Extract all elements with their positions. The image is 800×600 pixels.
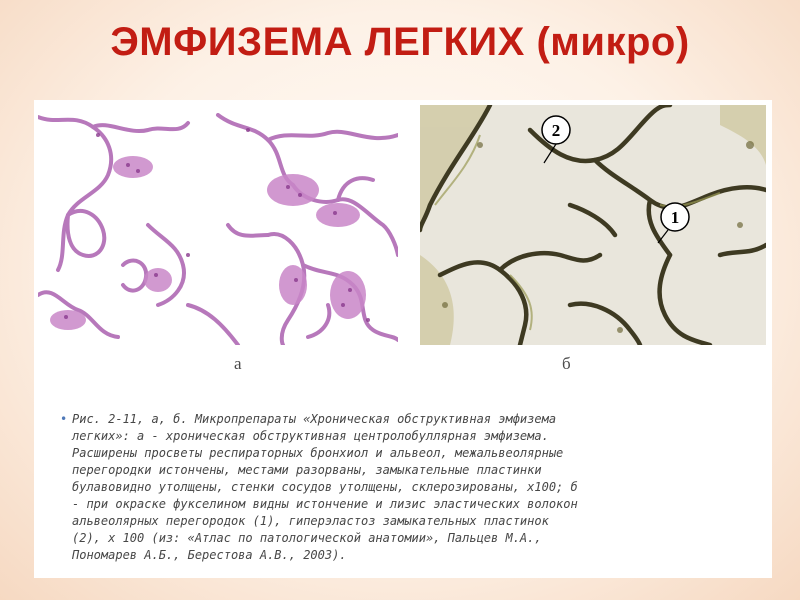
slide-title: ЭМФИЗЕМА ЛЕГКИХ (микро) <box>110 20 690 64</box>
caption-line: перегородки истончены, местами разорваны, замыкательные пластинки <box>72 463 542 477</box>
caption-line: легких»: а - хроническая обструктивная центролобуллярная эмфизема. <box>72 429 549 443</box>
caption-line: Пономарев А.Б., Берестова А.В., 2003). <box>72 548 347 562</box>
figure-card <box>34 100 772 578</box>
bullet-icon: • <box>60 412 68 426</box>
caption-line: булавовидно утолщены, стенки сосудов утолщены, склерозированы, х100; б <box>72 480 578 494</box>
micrograph-a-svg <box>38 105 398 345</box>
figure-caption <box>60 411 762 564</box>
caption-line: - при окраске фукселином видны истончение и лизис эластических волокон <box>72 497 578 511</box>
caption-line: Рис. 2-11, а, б. Микропрепараты «Хроническая обструктивная эмфизема <box>72 412 557 426</box>
panel-b-label: б <box>562 354 571 373</box>
micrograph-a-image <box>38 105 398 345</box>
marker-2-label: 2 <box>551 121 561 140</box>
panel-a-label: а <box>234 354 242 373</box>
micrograph-b-svg <box>420 105 766 345</box>
caption-line: альвеолярных перегородок (1), гиперэластоз замыкательных пластинок <box>72 514 549 528</box>
micrograph-b-image <box>420 105 766 345</box>
caption-line: (2), х 100 (из: «Атлас по патологической анатомии», Пальцев М.А., <box>72 531 542 545</box>
caption-line: Расширены просветы респираторных бронхиол и альвеол, межальвеолярные <box>72 446 564 460</box>
marker-1-label: 1 <box>670 208 680 227</box>
